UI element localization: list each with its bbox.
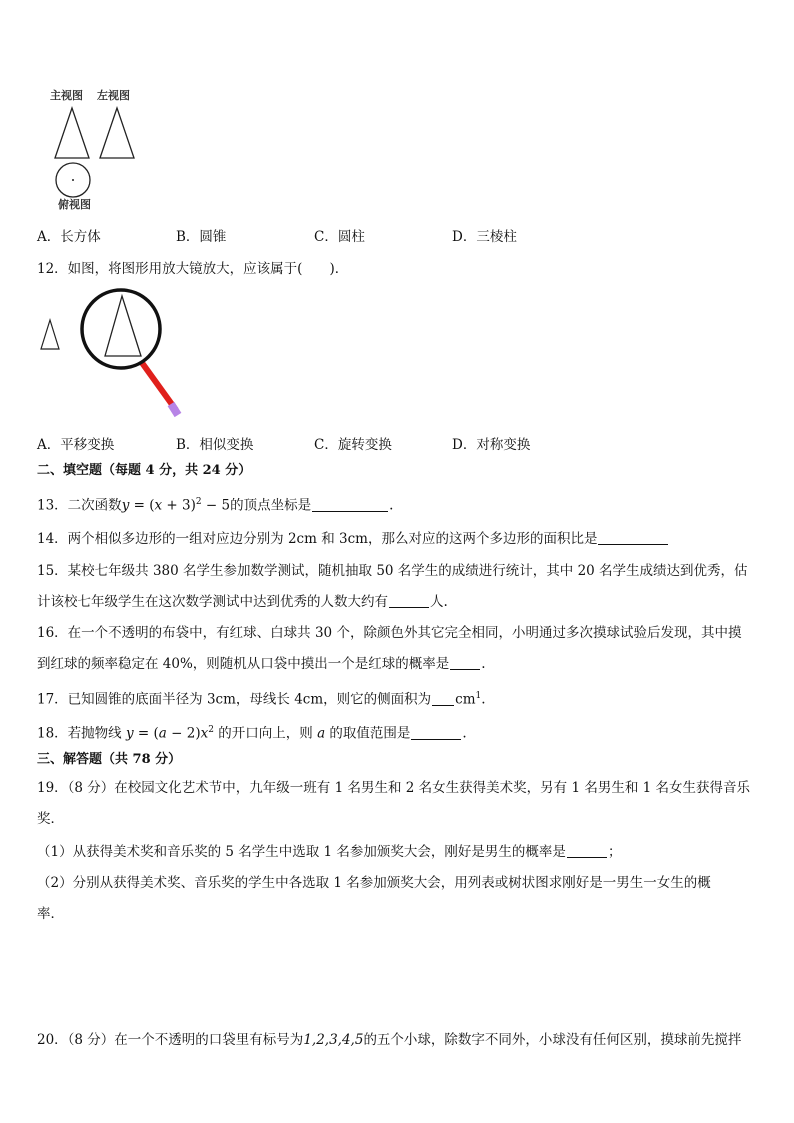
q11-option-b: B．圆锥 bbox=[176, 229, 227, 245]
q13-answer-blank bbox=[312, 497, 388, 512]
top-view-label: 俯视图 bbox=[58, 198, 91, 211]
section2-title: 二、填空题（每题 4 分，共 24 分） bbox=[37, 463, 252, 478]
q16-line2: 到红球的频率稳定在 40%，则随机从口袋中摸出一个是红球的概率是 . bbox=[37, 656, 486, 672]
q19-part1: （1）从获得美术奖和音乐奖的 5 名学生中选取 1 名参加颁奖大会，刚好是男生的概率是 ； bbox=[37, 844, 622, 860]
front-view-label: 主视图 bbox=[50, 89, 83, 102]
q14-line: 14．两个相似多边形的一组对应边分别为 2cm 和 3cm，那么对应的这两个多边形的面积比是 bbox=[37, 530, 669, 548]
magnifier-handle-tip bbox=[171, 404, 178, 415]
q11-option-a: A．长方体 bbox=[37, 229, 101, 245]
q12-option-b: B．相似变换 bbox=[176, 437, 254, 453]
magnifier-figure bbox=[30, 285, 200, 425]
q16-line1: 16．在一个不透明的布袋中，有红球、白球共 30 个，除颜色外其它完全相同，小明通过多次摸球试验后发现，其中摸 bbox=[37, 625, 742, 641]
q12-option-a: A．平移变换 bbox=[37, 437, 115, 453]
q19-part2-line2: 率． bbox=[37, 906, 64, 922]
q12-option-d: D．对称变换 bbox=[452, 437, 531, 453]
q19-answer-blank bbox=[567, 843, 607, 858]
q18-answer-blank bbox=[411, 725, 461, 740]
q17-line: 17．已知圆锥的底面半径为 3cm，母线长 4cm，则它的侧面积为 $cm^1$. bbox=[37, 691, 486, 708]
q11-option-d: D．三棱柱 bbox=[452, 229, 517, 245]
section3-title: 三、解答题（共 78 分） bbox=[37, 752, 182, 767]
q12-option-c: C．旋转变换 bbox=[314, 437, 392, 453]
q12-text: 12．如图，将图形用放大镜放大，应该属于( )． bbox=[37, 261, 349, 277]
q15-line2: 计该校七年级学生在这次数学测试中达到优秀的人数大约有 人. bbox=[37, 594, 448, 610]
q15-line1: 15．某校七年级共 380 名学生参加数学测试，随机抽取 50 名学生的成绩进行统计，其中 20 名学生成绩达到优秀，估 bbox=[37, 563, 748, 579]
small-triangle bbox=[41, 320, 59, 349]
q20-line: 20．（8 分）在一个不透明的口袋里有标号为1,2,3,4,5的五个小球，除数字不同外，小球没有任何区别，摸球前先搅拌 bbox=[37, 1032, 742, 1048]
q14-answer-blank bbox=[598, 530, 668, 545]
q19-line2: 奖． bbox=[37, 811, 64, 827]
top-view-center-dot bbox=[72, 179, 74, 181]
magnifier-handle bbox=[140, 360, 176, 410]
q19-part2-line1: （2）分别从获得美术奖、音乐奖的学生中各选取 1 名参加颁奖大会，用列表或树状图求刚好是一男生一女生的概 bbox=[37, 875, 711, 891]
left-view-triangle bbox=[100, 108, 134, 158]
q18-line: 18．若抛物线 $y = (a - 2)x^2$ 的开口向上，则 a 的取值范围是 . bbox=[37, 725, 467, 742]
three-view-figure bbox=[50, 104, 140, 199]
q13-line: 13．二次函数$y = (x + 3)^2 - 5$的顶点坐标是 . bbox=[37, 497, 394, 514]
q16-answer-blank bbox=[450, 655, 480, 670]
q11-option-c: C．圆柱 bbox=[314, 229, 365, 245]
q19-line1: 19．（8 分）在校园文化艺术节中，九年级一班有 1 名男生和 2 名女生获得美术奖，另有 1 名男生和 1 名女生获得音乐 bbox=[37, 780, 750, 796]
q15-answer-blank bbox=[389, 593, 429, 608]
q17-answer-blank bbox=[432, 691, 454, 706]
front-view-triangle bbox=[55, 108, 89, 158]
left-view-label: 左视图 bbox=[97, 89, 130, 102]
